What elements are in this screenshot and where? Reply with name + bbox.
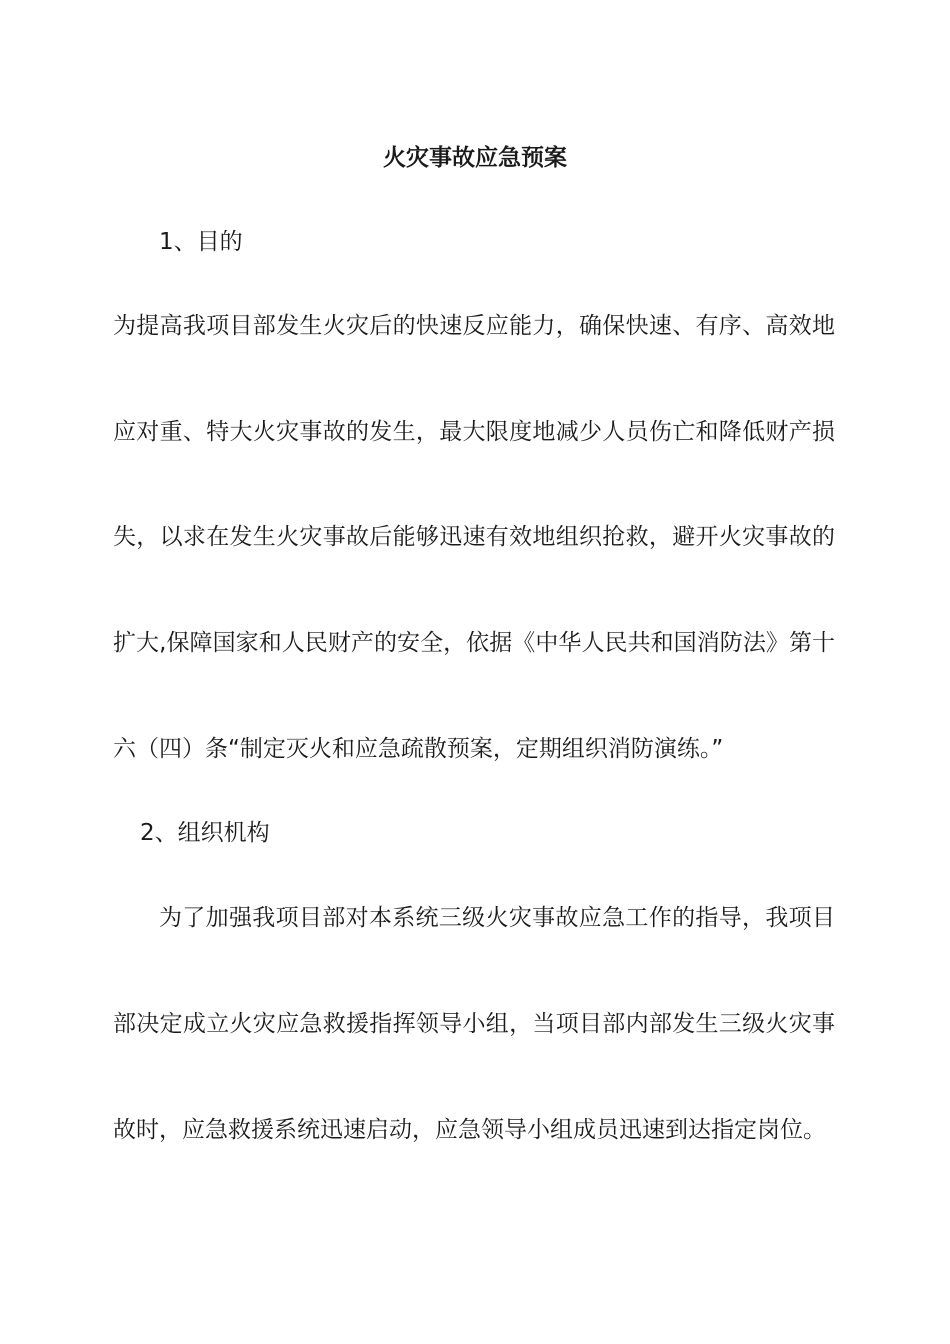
document-title: 火灾事故应急预案 (383, 145, 567, 171)
paragraph-line: 失，以求在发生火灾事故后能够迅速有效地组织抢救，避开火灾事故的 (113, 524, 835, 550)
paragraph-line: 部决定成立火灾应急救援指挥领导小组，当项目部内部发生三级火灾事 (113, 1011, 835, 1037)
paragraph-line: 应对重、特大火灾事故的发生，最大限度地减少人员伤亡和降低财产损 (113, 419, 835, 445)
paragraph-line: 六（四）条“制定灭火和应急疏散预案，定期组织消防演练。” (113, 736, 724, 762)
section-heading-organization: 2、组织机构 (140, 820, 270, 846)
paragraph-line: 扩大,保障国家和人民财产的安全，依据《中华人民共和国消防法》第十 (113, 630, 835, 656)
section-heading-purpose: 1、目的 (159, 229, 243, 255)
paragraph-line: 为了加强我项目部对本系统三级火灾事故应急工作的指导，我项目 (159, 905, 835, 931)
paragraph-line: 故时，应急救援系统迅速启动，应急领导小组成员迅速到达指定岗位。 (113, 1117, 826, 1143)
paragraph-line: 为提高我项目部发生火灾后的快速反应能力，确保快速、有序、高效地 (113, 313, 835, 339)
